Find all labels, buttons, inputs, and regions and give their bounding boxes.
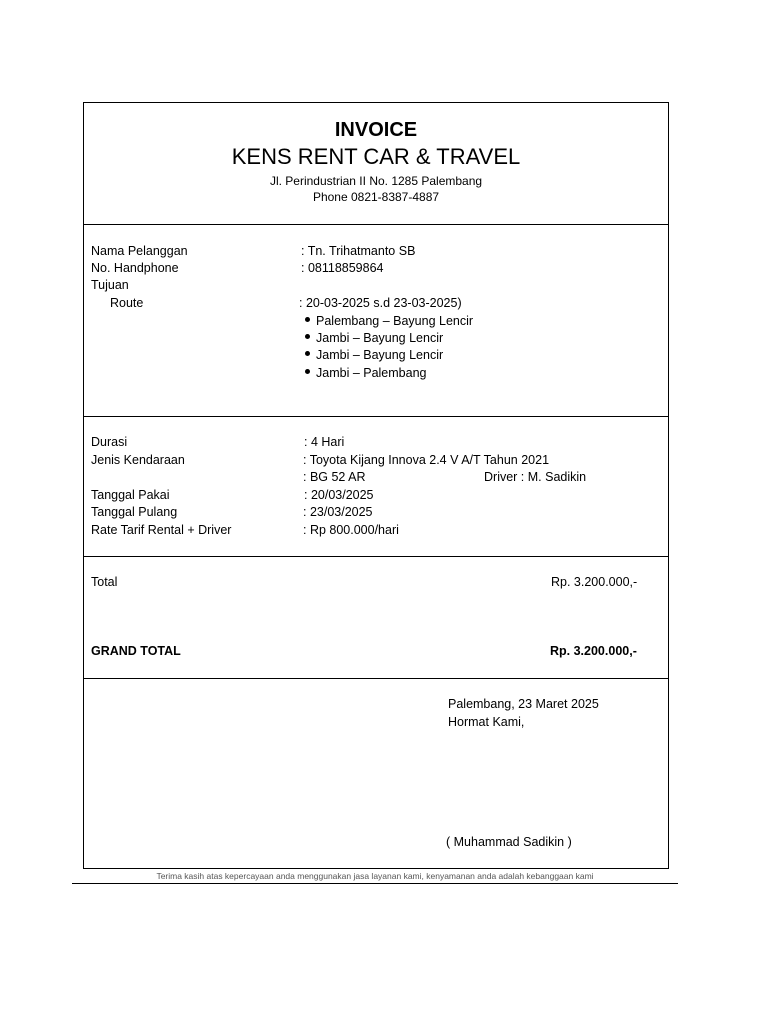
totals-section xyxy=(84,557,668,678)
customer-phone-value: : 08118859864 xyxy=(301,261,384,275)
duration-value: : 4 Hari xyxy=(304,435,345,449)
route-item-text: Palembang – Bayung Lencir xyxy=(316,314,474,328)
signature-closing: Hormat Kami, xyxy=(448,715,525,729)
invoice-header xyxy=(84,103,668,224)
bullet-icon xyxy=(305,351,310,356)
start-date-label: Tanggal Pakai xyxy=(91,488,170,502)
company-phone: Phone 0821-8387-4887 xyxy=(312,190,440,204)
customer-phone-label: No. Handphone xyxy=(91,261,179,275)
signature-place-date: Palembang, 23 Maret 2025 xyxy=(448,697,599,711)
invoice-box xyxy=(83,102,669,869)
footer-divider xyxy=(72,883,678,884)
route-item xyxy=(305,365,426,382)
vehicle-value: : Toyota Kijang Innova 2.4 V A/T Tahun 2021 xyxy=(303,453,550,467)
total-label: Total xyxy=(91,575,118,589)
route-item-text: Jambi – Palembang xyxy=(316,366,427,380)
bullet-icon xyxy=(305,334,310,339)
signature-name: ( Muhammad Sadikin ) xyxy=(446,835,572,849)
customer-name-value: : Tn. Trihatmanto SB xyxy=(301,244,416,258)
bullet-icon xyxy=(305,369,310,374)
grand-total-label: GRAND TOTAL xyxy=(91,644,181,658)
bullet-icon xyxy=(305,317,310,322)
route-item xyxy=(305,347,443,364)
rate-value: : Rp 800.000/hari xyxy=(303,523,399,537)
invoice-title: INVOICE xyxy=(334,119,418,141)
driver-value: Driver : M. Sadikin xyxy=(484,470,587,484)
vehicle-label: Jenis Kendaraan xyxy=(91,453,185,467)
route-item xyxy=(305,330,443,347)
signature-section xyxy=(84,679,668,869)
route-value: : 20-03-2025 s.d 23-03-2025) xyxy=(299,296,462,310)
route-item xyxy=(305,313,473,330)
rate-label: Rate Tarif Rental + Driver xyxy=(91,523,232,537)
duration-label: Durasi xyxy=(91,435,128,449)
route-label: Route xyxy=(110,296,144,310)
total-value: Rp. 3.200.000,- xyxy=(551,575,638,589)
plate-value: : BG 52 AR xyxy=(303,470,366,484)
footer-note: Terima kasih atas kepercayaan anda menggunakan jasa layanan kami, kenyamanan anda adalah kebanggaan kami xyxy=(156,871,594,881)
destination-label: Tujuan xyxy=(91,278,129,292)
start-date-value: : 20/03/2025 xyxy=(304,488,374,502)
company-name: KENS RENT CAR & TRAVEL xyxy=(231,144,521,169)
rental-section xyxy=(84,417,668,556)
grand-total-value: Rp. 3.200.000,- xyxy=(550,644,637,658)
route-item-text: Jambi – Bayung Lencir xyxy=(316,331,444,345)
route-item-text: Jambi – Bayung Lencir xyxy=(316,348,444,362)
return-date-value: : 23/03/2025 xyxy=(303,505,373,519)
customer-name-label: Nama Pelanggan xyxy=(91,244,188,258)
company-address: Jl. Perindustrian II No. 1285 Palembang xyxy=(269,174,483,188)
return-date-label: Tanggal Pulang xyxy=(91,505,178,519)
customer-section xyxy=(84,225,668,416)
